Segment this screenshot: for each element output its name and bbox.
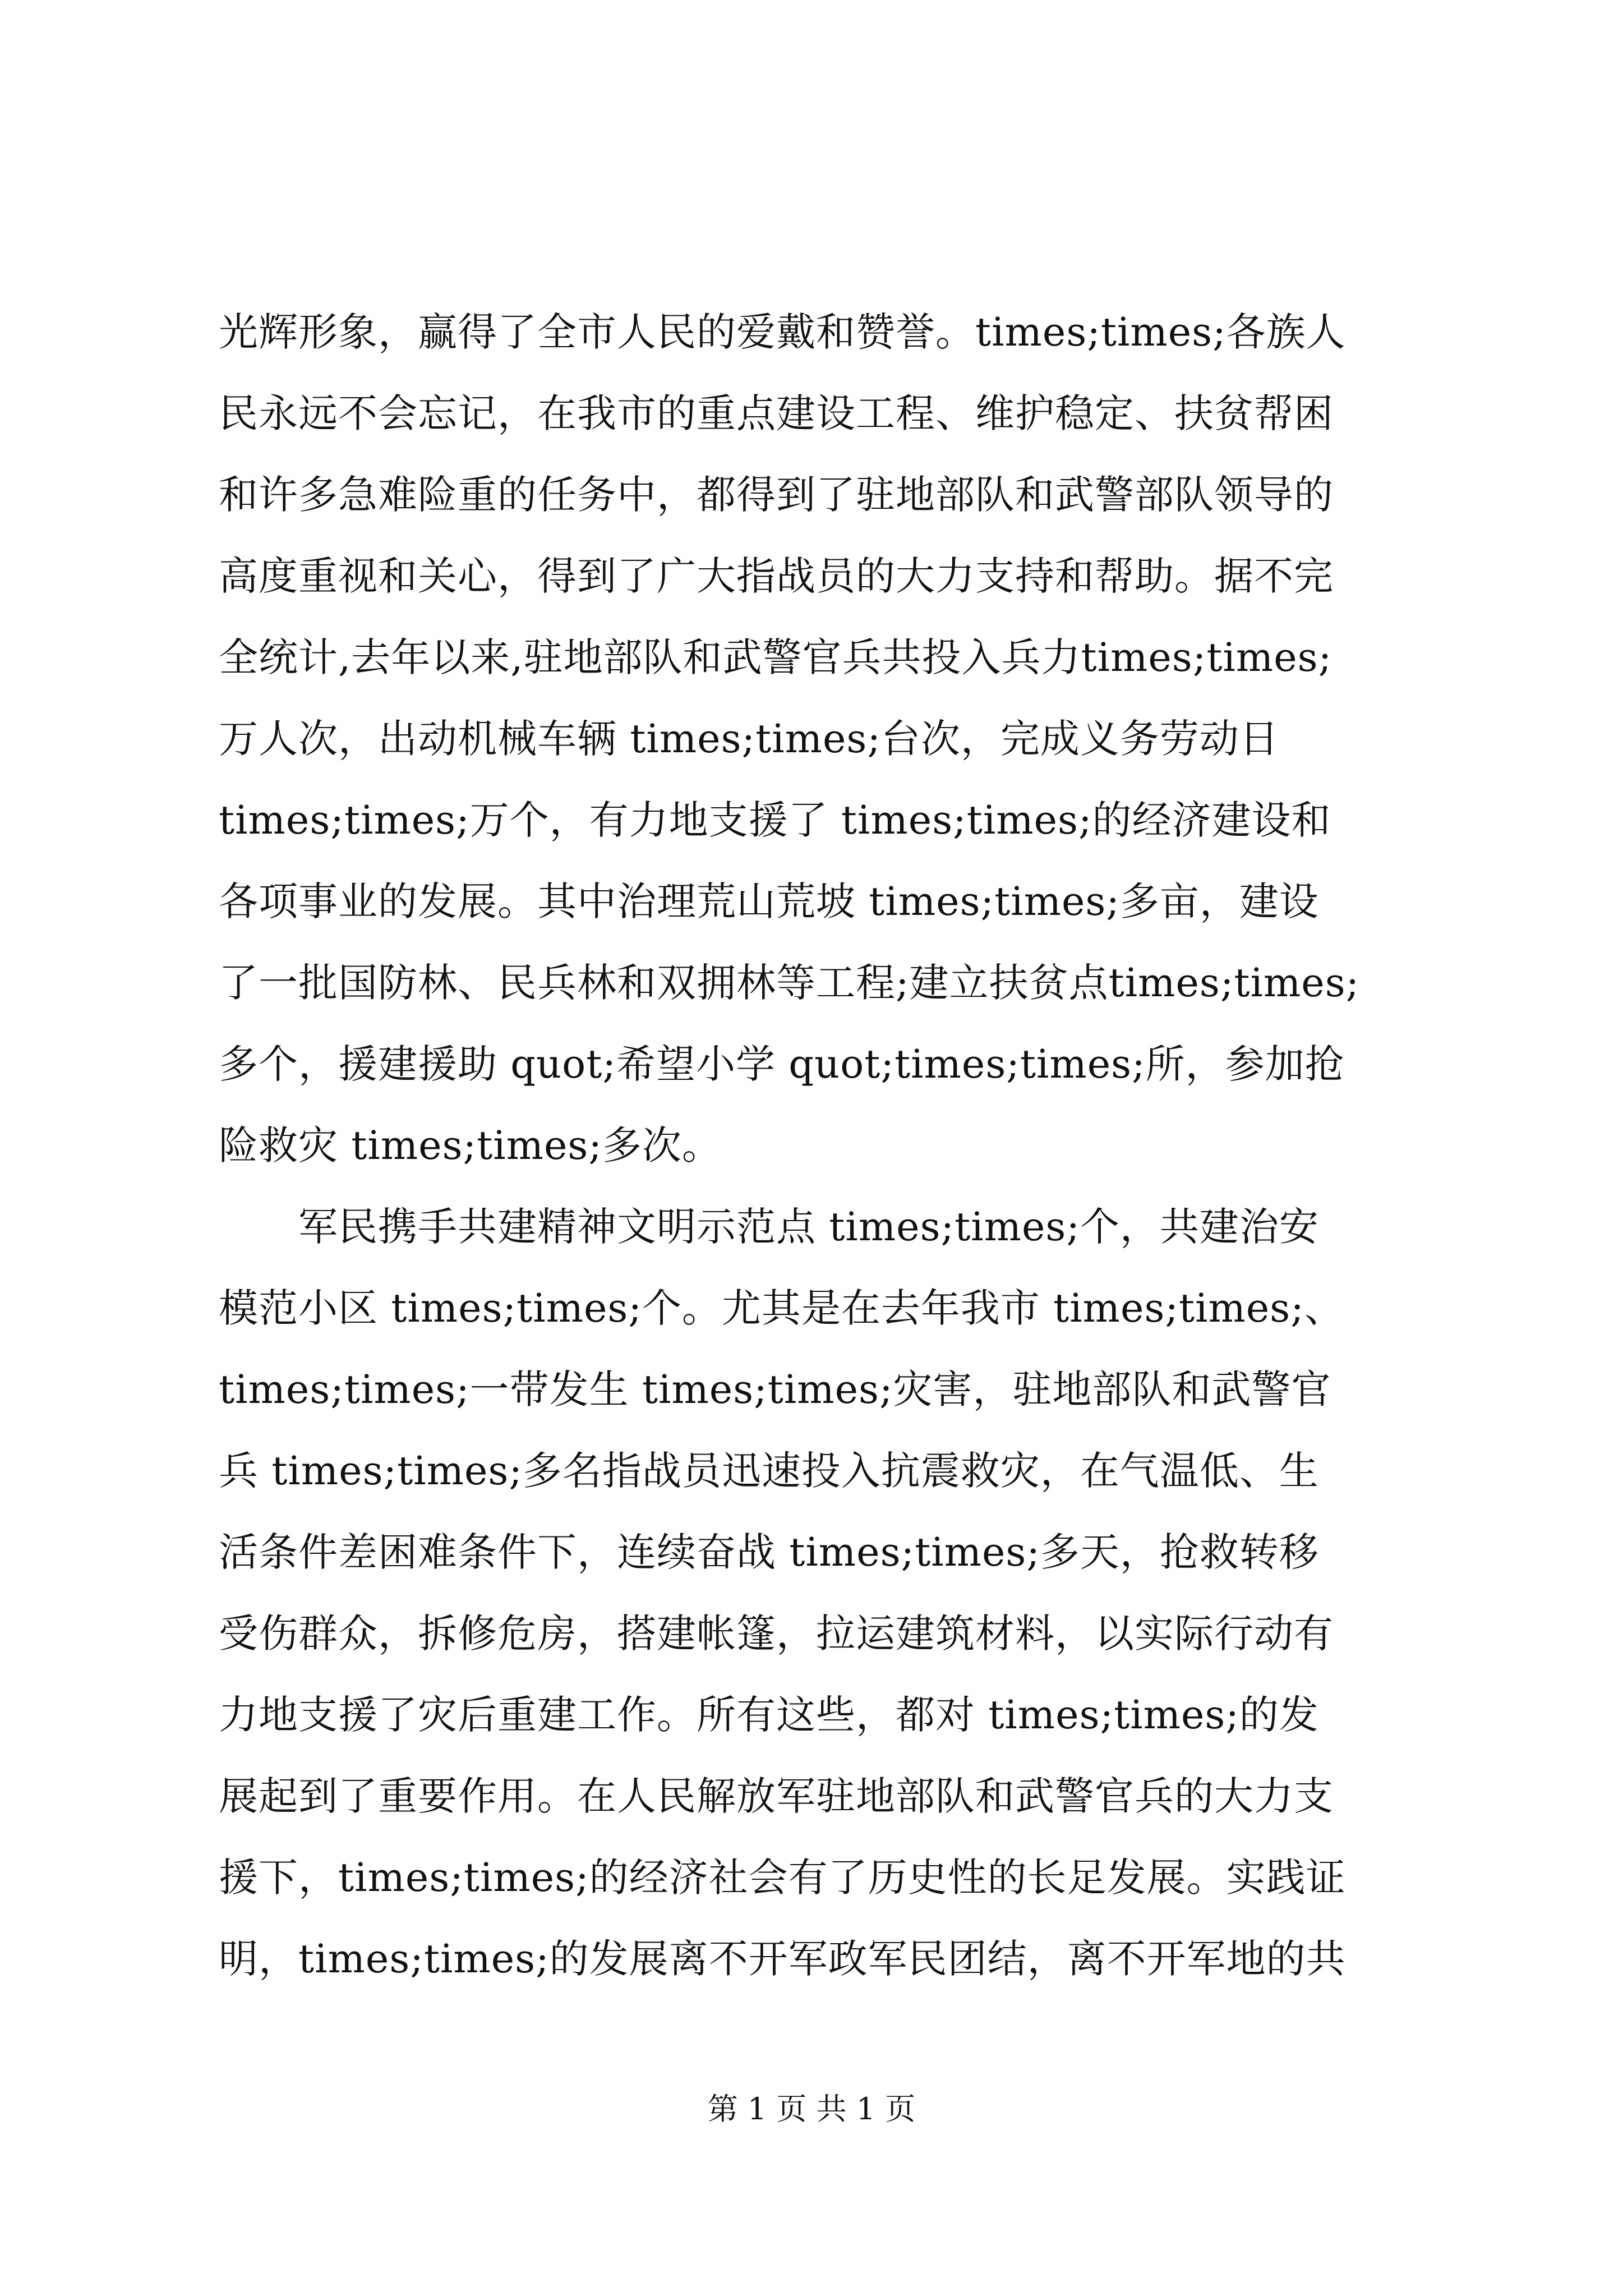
- text-line: 军民携手共建精神文明示范点 times;times;个，共建治安: [219, 1204, 1319, 1250]
- text-line: 明，times;times;的发展离不开军政军民团结，离不开军地的共: [219, 1936, 1346, 1982]
- text-line: 受伤群众，拆修危房，搭建帐篷，拉运建筑材料，以实际行动有: [219, 1611, 1334, 1657]
- text-line: 全统计,去年以来,驻地部队和武警官兵共投入兵力times;times;: [219, 634, 1332, 680]
- text-line: 力地支援了灾后重建工作。所有这些，都对 times;times;的发: [219, 1692, 1319, 1738]
- text-line: times;times;一带发生 times;times;灾害，驻地部队和武警官: [219, 1366, 1331, 1412]
- text-line: 险救灾 times;times;多次。: [219, 1122, 722, 1168]
- text-line: 了一批国防林、民兵林和双拥林等工程;建立扶贫点times;times;: [219, 960, 1360, 1006]
- text-line: 和许多急难险重的任务中，都得到了驻地部队和武警部队领导的: [219, 472, 1334, 518]
- text-line: 各项事业的发展。其中治理荒山荒坡 times;times;多亩，建设: [219, 878, 1319, 924]
- text-line: 高度重视和关心，得到了广大指战员的大力支持和帮助。据不完: [219, 553, 1334, 599]
- text-line: 兵 times;times;多名指战员迅速投入抗震救灾，在气温低、生: [219, 1448, 1319, 1494]
- body-text: [219, 292, 1402, 2000]
- text-line: 多个，援建援助 quot;希望小学 quot;times;times;所，参加抢: [219, 1041, 1345, 1087]
- page-footer: 第 1 页 共 1 页: [707, 2091, 916, 2127]
- text-line: 民永远不会忘记，在我市的重点建设工程、维护稳定、扶贫帮困: [219, 390, 1334, 436]
- text-line: times;times;万个，有力地支援了 times;times;的经济建设和: [219, 797, 1331, 843]
- text-line: 光辉形象，赢得了全市人民的爱戴和赞誉。times;times;各族人: [219, 309, 1346, 355]
- text-line: 万人次，出动机械车辆 times;times;台次，完成义务劳动日: [219, 716, 1279, 762]
- text-line: 援下，times;times;的经济社会有了历史性的长足发展。实践证: [219, 1855, 1346, 1901]
- text-line: 展起到了重要作用。在人民解放军驻地部队和武警官兵的大力支: [219, 1773, 1334, 1819]
- text-line: 模范小区 times;times;个。尤其是在去年我市 times;times;、: [219, 1285, 1344, 1331]
- text-line: 活条件差困难条件下，连续奋战 times;times;多天，抢救转移: [219, 1529, 1319, 1575]
